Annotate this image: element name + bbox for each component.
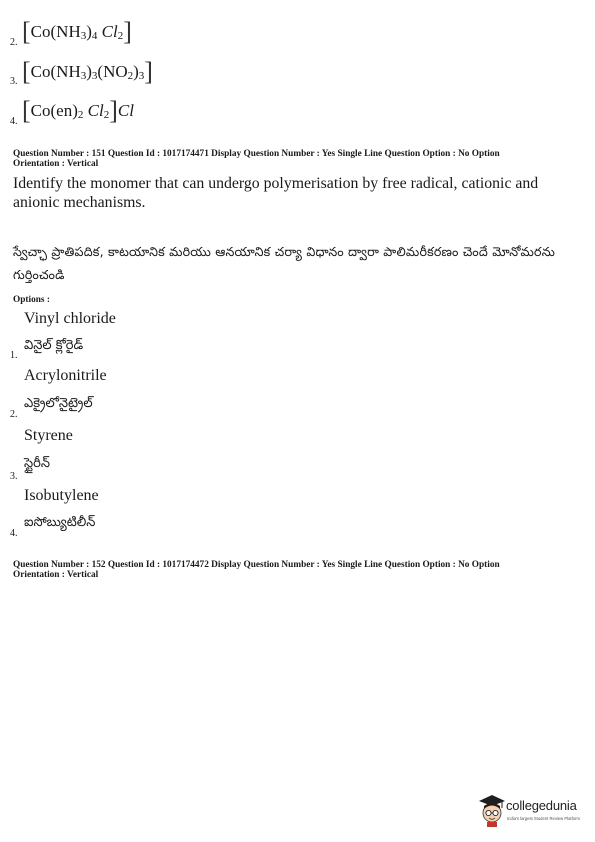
option-text-english: Vinyl chloride [24,310,116,327]
collegedunia-logo [478,793,590,829]
question-152-meta [13,560,583,580]
option-number: 3. [10,76,18,87]
option-number: 1. [10,350,18,361]
question-meta-line: Orientation : Vertical [13,159,99,169]
option-number: 4. [10,528,18,539]
student-mascot-icon [478,793,506,827]
option-text-english: Styrene [24,427,73,444]
option-text-english: Acrylonitrile [24,367,107,384]
logo-tagline: India's largest Student Review Platform [507,816,580,821]
option-number: 4. [10,116,18,127]
options-label: Options : [13,295,50,305]
question-meta-line: Orientation : Vertical [13,570,99,580]
formula-option-2: [$Co(NH_3)_4$ $Cl_2$] [22,17,132,46]
option-number: 2. [10,37,18,48]
question-text-telugu: స్వేచ్ఛా ప్రాతిపదిక, కాటయానిక మరియు ఆనయానిక చర్యా విధానం ద్వారా పాలిమరీకరణం చెందే మోనోమరను గుర్తించండి [13,244,556,282]
option-text-telugu: వినైల్ క్లోరైడ్ [24,338,84,353]
option-text-english: Isobutylene [24,487,99,504]
logo-brand-text: collegedunia [506,798,577,813]
question-meta-line: Question Number : 151 Question Id : 1017174471 Display Question Number : Yes Single Line Question Option : No Option [13,149,500,159]
option-text-telugu: ఎక్రైలోనైట్రైల్ [24,396,93,411]
option-number: 2. [10,409,18,420]
formula-option-4: [$Co(en)_2$ $Cl_2]Cl$ [22,96,134,125]
option-number: 3. [10,471,18,482]
question-meta-line: Question Number : 152 Question Id : 1017174472 Display Question Number : Yes Single Line Question Option : No Option [13,560,500,570]
question-151-meta [13,149,583,169]
formula-option-3: $[Co(NH_3)_3(NO_2)_3]$ [22,57,153,86]
option-text-telugu: స్టైరీన్ [24,456,50,471]
question-text-english: Identify the monomer that can undergo polymerisation by free radical, cationic and anionic mechanisms. [13,175,539,211]
option-text-telugu: ఐసోబ్యుటిలీన్ [24,515,96,530]
